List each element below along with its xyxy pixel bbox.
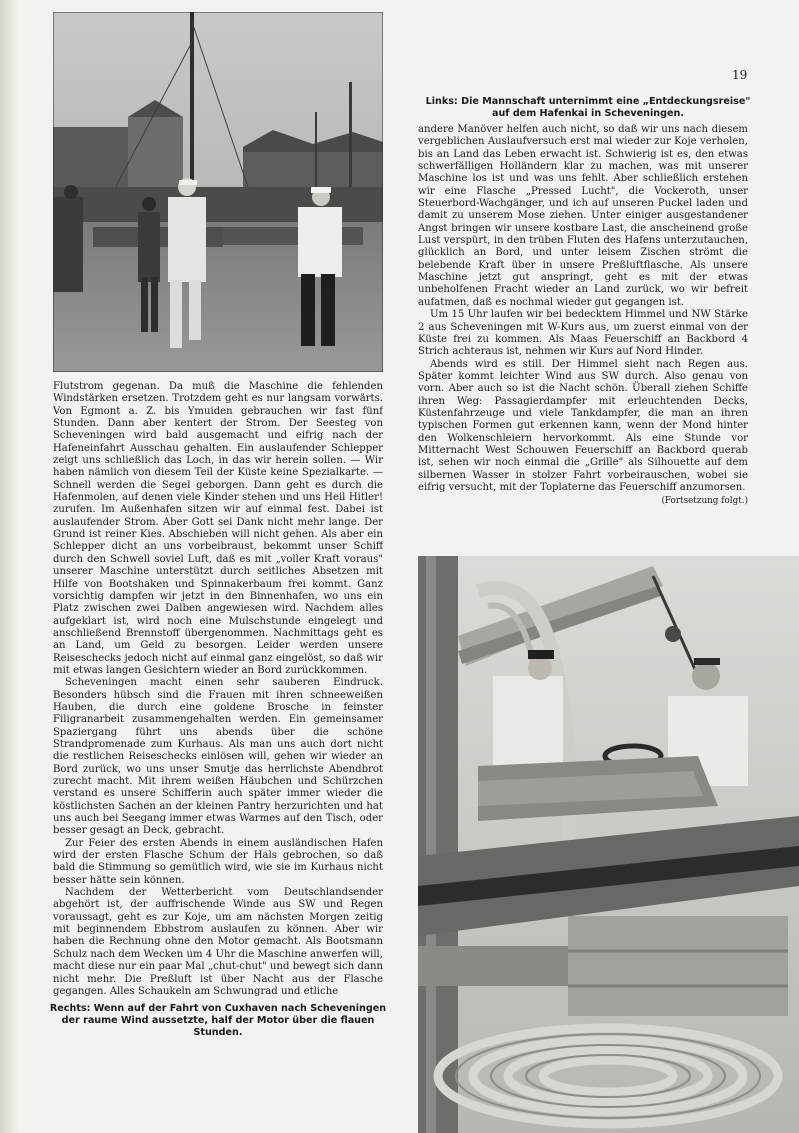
article-column-right [418,124,748,544]
article-column-left [53,381,383,1001]
caption-bottom-left: Rechts: Wenn auf der Fahrt von Cuxhaven nach Scheveningen der raume Wind aussetzte, half der Motor über die flauen Stunden. [49,1003,387,1038]
paragraph: Um 15 Uhr laufen wir bei bedecktem Himmel und NW Stärke 2 aus Scheveningen mit W-Kurs aus, um zuerst einmal von der Küste frei zu kommen. Als Maas Feuerschiff an Backbord 4 Strich achteraus ist, nehmen wir Kurs auf Nord Hinder. [418,309,748,358]
paragraph: Zur Feier des ersten Abends in einem ausländischen Hafen wird der ersten Flasche Schum der Hals gebrochen, so daß bald die Stimmung so gemütlich wird, wie sie im Kurhaus nicht besser hätte sein können. [53,837,383,886]
photo-boat-deck [418,556,799,1133]
paragraph: Nachdem der Wetterbericht vom Deutschlandsender abgehört ist, der auffrischende Winde aus SW und Regen voraussagt, geht es zur Koje, um am nächsten Morgen zeitig mit beginnendem Ebbstrom auslaufen zu können. Aber wir haben die Rechnung ohne den Motor gemacht. Als Bootsmann Schulz nach dem Wecken um 4 Uhr die Maschine anwerfen will, macht diese nur ein paar Mal „chut-chut" und bewegt sich dann nicht mehr. Die Preßluft ist über Nacht aus der Flasche gegangen. Alles Schaukeln am Schwungrad und etliche [53,887,383,997]
paragraph: Flutstrom gegenan. Da muß die Maschine die fehlenden Windstärken ersetzen. Trotzdem geht es nur langsam vorwärts. Von Egmont a. Z. bis Ymuiden gebrauchen wir fast fünf Stunden. Dann aber kentert der Strom. Der Seesteg von Scheveningen wird bald ausgemacht und eifrig nach der Hafeneinfahrt Ausschau gehalten. Ein auslaufender Schlepper zeigt uns schließlich das Loch, in das wir herein sollen. — Wir haben nämlich von diesem Teil der Küste keine Spezialkarte. — Schnell werden die Segel geborgen. Dann geht es durch die Hafenmolen, auf denen viele Kinder stehen und uns Heil Hitler! zurufen. Im Außenhafen sitzen wir auf einmal fest. Dabei ist auslaufender Strom. Aber Gott sei Dank nicht mehr lange. Der Grund ist reiner Kies. Abschieben will nicht gehen. Als aber ein Schlepper dicht an uns vorbeibraust, bekommt unser Schiff durch den Schwell soviel Luft, daß es mit „voller Kraft voraus" unserer Maschine unterstützt durch seitliches Absetzen mit Hilfe von Bootshaken und Spinnakerbaum frei kommt. Ganz vorsichtig dampfen wir jetzt in den Binnenhafen, wo uns ein Platz zwischen zwei Dalben angewiesen wird. Nachdem alles aufgeklart ist, wird noch eine Mulschstunde eingelegt und anschließend Brennstoff übergenommen. Nachmittags geht es an Land, um Geld zu besorgen. Leider werden unsere Reiseschecks jedoch nicht auf einmal ganz eingelöst, so daß wir mit etwas langen Gesichtern wieder an Bord zurückkommen. [53,381,383,676]
paragraph: Scheveningen macht einen sehr sauberen Eindruck. Besonders hübsch sind die Frauen mit ihren schneeweißen Hauben, die durch eine goldene Brosche in feinster Filigranarbeit zusammengehalten werden. Ein gemeinsamer Spaziergang führt uns abends über die schöne Strandpromenade zum Kurhaus. Als man uns auch dort nicht die restlichen Reiseschecks einlösen will, gehen wir wieder an Bord zurück, wo uns unser Smutje das herrlichste Abendbrot zurecht macht. Mit ihrem weißen Häubchen und Schürzchen verstand es unsere Schifferin auch später immer wieder die köstlichsten Sachen an der kleinen Pantry herzurichten und hat uns auch bei Seegang immer etwas Warmes auf den Tisch, oder besser gesagt an Deck, gebracht. [53,677,383,837]
paragraph: Abends wird es still. Der Himmel sieht nach Regen aus. Später kommt leichter Wind aus SW durch. Also genau von vorn. Aber auch so ist die Nacht schön. Überall ziehen Schiffe ihren Weg: Passagierdampfer mit erleuchtenden Decks, Küstenfahrzeuge und viele Tankdampfer, die man an ihren typischen Formen gut erkennen kann, wenn der Mond hinter den Wolkenschleiern hervorkommt. Als eine Stunde vor Mitternacht West Schouwen Feuerschiff an Backbord querab ist, sehen wir noch einmal die „Grille" als Silhouette auf dem silbernen Wasser in stolzer Fahrt vorbeirauschen, wobei sie eifrig versucht, mit der Toplaterne das Feuerschiff anzumorsen. [418,358,748,493]
boat-deck-image [418,556,799,1133]
continued-note: (Fortsetzung folgt.) [661,496,748,507]
harbour-quay-image [53,12,383,372]
gutter-shadow [0,0,18,1133]
paragraph: andere Manöver helfen auch nicht, so daß wir uns nach diesem vergeblichen Auslaufversuch erst mal wieder zur Koje verholen, bis an Land das Leben erwacht ist. Schwierig ist es, den etwas schwerfälligen Holländern klar zu machen, was mit unserer Maschine los ist und was uns fehlt. Aber schließlich erstehen wir eine Flasche „Pressed Lucht", die Vockeroth, unser Steuerbord-Wachgänger, und ich auf unseren Puckel laden und damit zu unserem Mose ziehen. Unter einiger ausgestandener Angst bringen wir unsere kostbare Last, die anscheinend große Lust verspürt, in den trüben Fluten des Hafens unterzutauchen, glücklich an Bord, und unter leisem Zischen strömt die belebende Kraft über in unsere Preßluftflasche. Als unsere Maschine jetzt gut anspringt, geht es mit der etwas unbeholfenen Fracht wieder an Land zurück, wo wir befreit aufatmen, daß es nochmal wieder gut gegangen ist. [418,124,748,308]
page-number: 19 [732,68,748,82]
photo-harbour-quay [53,12,383,372]
caption-top-right: Links: Die Mannschaft unternimmt eine „Entdeckungsreise" auf dem Hafenkai in Scheveningen. [425,96,751,119]
